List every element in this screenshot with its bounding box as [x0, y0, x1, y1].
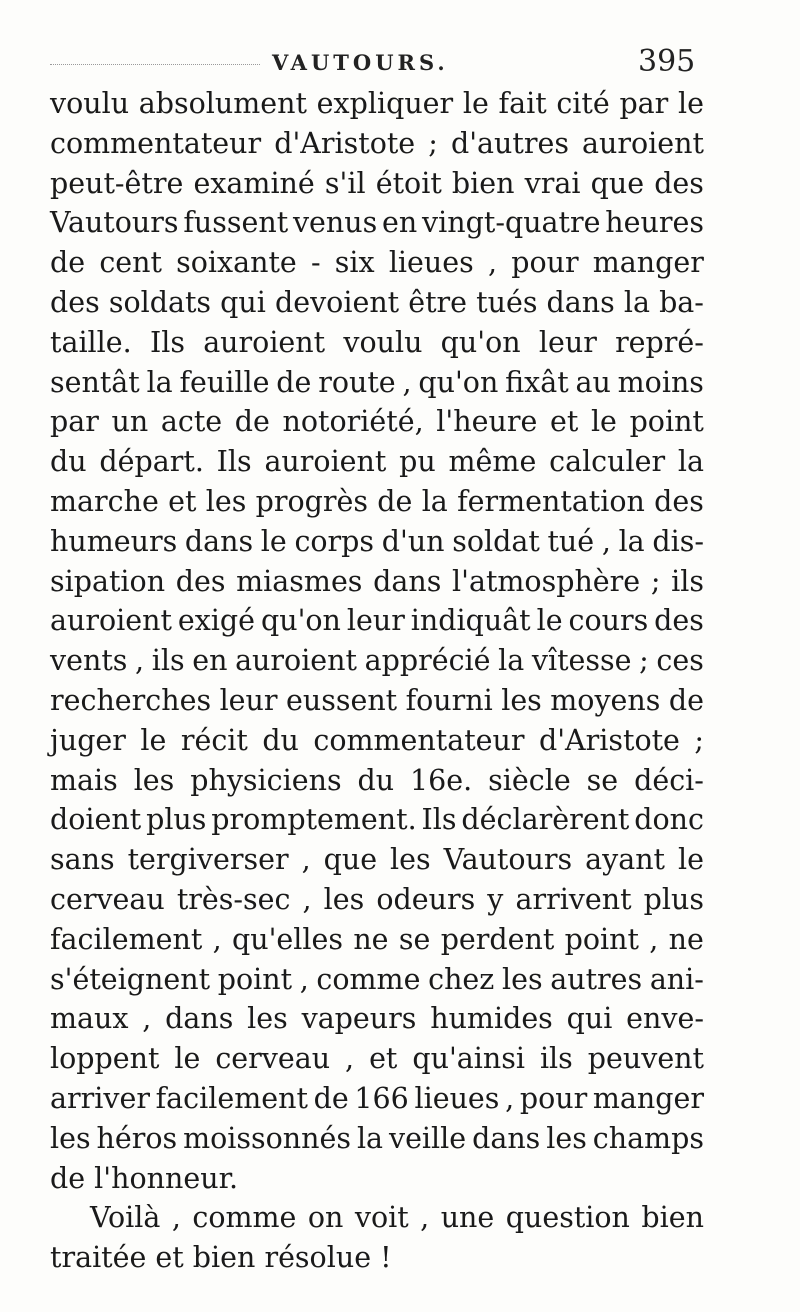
text-line: Vautours fussent venus en vingt-quatre heures	[50, 206, 704, 240]
text-line: maux , dans les vapeurs humides qui enve-	[50, 1002, 704, 1036]
running-title: VAUTOURS.	[272, 50, 449, 75]
text-line: sipation des miasmes dans l'atmosphère ; ils	[50, 564, 704, 598]
paragraph-end-line: traitée et bien résolue !	[50, 1241, 392, 1275]
text-line: commentateur d'Aristote ; d'autres auroient	[50, 126, 704, 160]
text-line: par un acte de notoriété, l'heure et le point	[50, 405, 704, 439]
body-text	[50, 84, 704, 1278]
text-line: marche et les progrès de la fermentation des	[50, 484, 704, 518]
text-line: cerveau très-sec , les odeurs y arrivent plus	[50, 882, 704, 916]
text-line: auroient exigé qu'on leur indiquât le cours des	[50, 604, 704, 638]
text-line: sentât la feuille de route , qu'on fixât au moins	[50, 365, 704, 399]
text-line: peut-être examiné s'il étoit bien vrai que des	[50, 166, 704, 200]
text-line: loppent le cerveau , et qu'ainsi ils peuvent	[50, 1042, 704, 1076]
text-line: humeurs dans le corps d'un soldat tué , la dis-	[50, 524, 704, 558]
text-line: voulu absolument expliquer le fait cité par le	[50, 87, 704, 120]
page-header	[50, 44, 750, 84]
header-ornament-rule	[50, 64, 260, 65]
text-line: mais les physiciens du 16e. siècle se déci-	[50, 763, 704, 797]
text-line: recherches leur eussent fourni les moyens de	[50, 683, 704, 717]
text-line: juger le récit du commentateur d'Aristote ;	[50, 723, 704, 757]
text-line: facilement , qu'elles ne se perdent point , ne	[50, 922, 704, 956]
text-line: des soldats qui devoient être tués dans la ba-	[50, 285, 704, 319]
text-line: du départ. Ils auroient pu même calculer la	[50, 445, 704, 479]
text-line: vents , ils en auroient apprécié la vîtesse ; ces	[50, 644, 704, 678]
text-line: doient plus promptement. Ils déclarèrent donc	[50, 803, 704, 837]
text-line: sans tergiverser , que les Vautours ayant le	[50, 843, 704, 877]
text-line: de cent soixante - six lieues , pour manger	[50, 246, 704, 280]
text-line: s'éteignent point , comme chez les autres ani-	[50, 962, 704, 996]
text-line: les héros moissonnés la veille dans les champs	[50, 1121, 704, 1155]
page-number: 395	[638, 44, 696, 79]
text-line: arriver facilement de 166 lieues , pour manger	[50, 1081, 704, 1115]
paragraph-end-line: de l'honneur.	[50, 1161, 239, 1195]
text-line: taille. Ils auroient voulu qu'on leur repré-	[50, 325, 704, 359]
text-line: Voilà , comme on voit , une question bien	[90, 1201, 704, 1235]
